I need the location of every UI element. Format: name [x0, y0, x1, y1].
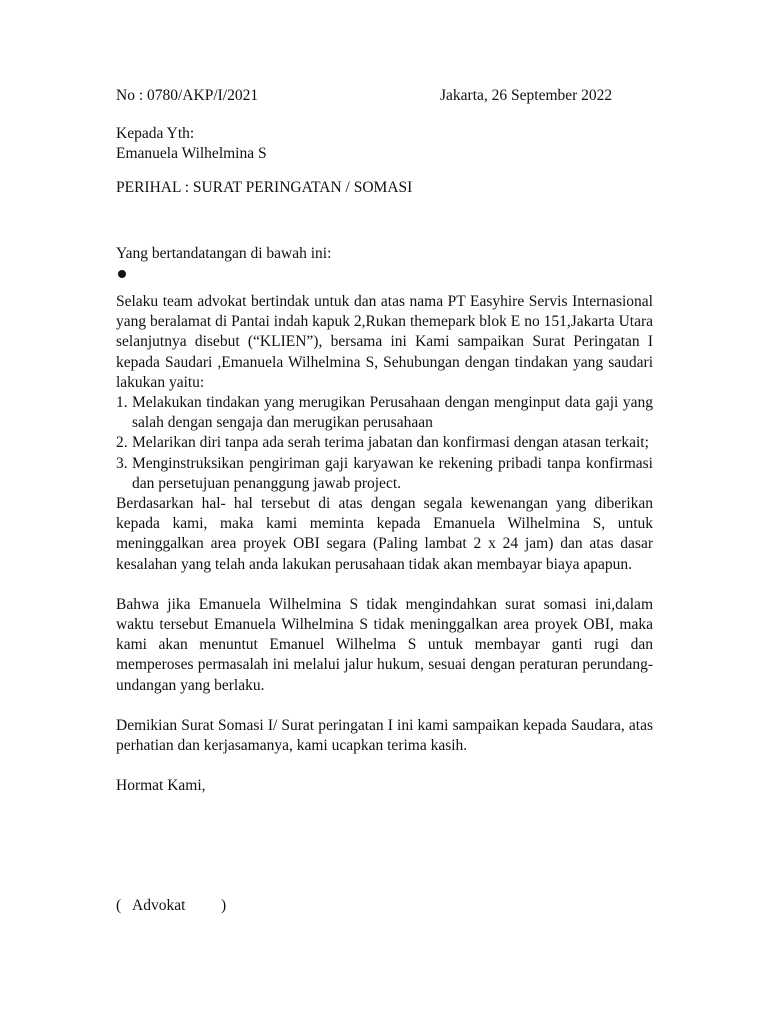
paragraph-closing: Demikian Surat Somasi I/ Surat peringatan I ini kami sampaikan kepada Saudara, atas perhatian dan kerjasamanya, kami ucapkan terima kasih. [116, 716, 653, 755]
list-item-text: Menginstruksikan pengiriman gaji karyawan ke rekening pribadi tanpa konfirmasi dan persetujuan penanggung jawab project. [132, 454, 653, 492]
list-item-text: Melarikan diri tanpa ada serah terima jabatan dan konfirmasi dengan atasan terkait; [132, 434, 649, 452]
closing-salutation: Hormat Kami, [116, 777, 206, 795]
recipient-name: Emanuela Wilhelmina S [116, 145, 267, 162]
paragraph-client: Selaku team advokat bertindak untuk dan atas nama PT Easyhire Servis Internasional yang beralamat di Pantai indah kapuk 2,Rukan themepark blok E no 151,Jakarta Utara selanjutnya disebut (“KLIEN”), bersama ini Kami sampaikan Surat Peringatan I kepada Saudari ,Emanuela Wilhelmina S, Sehubungan dengan tindakan yang saudari lakukan yaitu: [116, 293, 653, 391]
intro-line: Yang bertandatangan di bawah ini: [116, 245, 332, 262]
letter-page [116, 86, 653, 916]
list-item [116, 433, 653, 453]
list-item [116, 393, 653, 433]
letter-subject: PERIHAL : SURAT PERINGATAN / SOMASI [116, 179, 413, 196]
list-item [116, 454, 653, 494]
bullet-marker [118, 270, 126, 278]
paragraph-consequence: Bahwa jika Emanuela Wilhelmina S tidak mengindahkan surat somasi ini,dalam waktu tersebut Emanuela Wilhelmina S tidak meninggalkan area proyek OBI, maka kami akan menuntut Emanuel Wilhelma S untuk membayar ganti rugi dan memperoses permasalah ini melalui jalur hukum, sesuai dengan peraturan perundang- undangan yang berlaku. [116, 595, 653, 694]
letter-header [116, 86, 653, 106]
signature-label: Advokat [132, 897, 186, 915]
letter-number: No : 0780/AKP/I/2021 [116, 87, 259, 104]
list-item-number: 1. [116, 394, 128, 412]
signature-open-paren: ( [116, 897, 122, 915]
to-label: Kepada Yth: [116, 125, 195, 142]
letter-place-date: Jakarta, 26 September 2022 [440, 87, 613, 104]
violation-list [116, 393, 653, 494]
list-item-number: 3. [116, 454, 128, 472]
signature-close-paren: ) [221, 897, 227, 915]
list-item-text: Melakukan tindakan yang merugikan Perusahaan dengan menginput data gaji yang salah dengan sengaja dan merugikan perusahaan [132, 394, 653, 432]
signature-block [116, 896, 653, 916]
paragraph-demand: Berdasarkan hal- hal tersebut di atas dengan segala kewenangan yang diberikan kepada kami, maka kami meminta kepada Emanuela Wilhelmina S, untuk meninggalkan area proyek OBI segara (Paling lambat 2 x 24 jam) dan atas dasar kesalahan yang telah anda lakukan perusahaan tidak akan membayar biaya apapun. [116, 495, 653, 573]
list-item-number: 2. [116, 434, 128, 452]
